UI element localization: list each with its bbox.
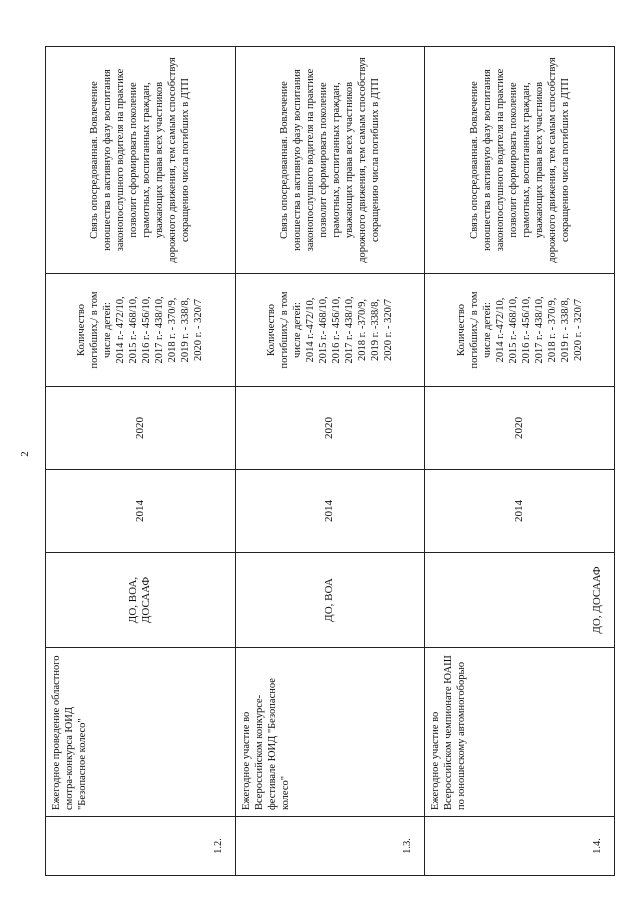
indicator-cell (425, 274, 615, 387)
measure-name: Ежегодное участие во Всероссийском чемпионате ЮАШ по юношескому автомногоборью (425, 648, 615, 817)
indicator-line: числе детей: (102, 302, 114, 358)
indicator-line: 2018 г. -370/9, (356, 298, 368, 362)
effect-description: Связь опосредованная. Вовлечение юношества в активную фазу воспитания законопослушного водителя на практике позволит сформировать поколение грамотных, воспитанных граждан, уважающих права всех участников дорожного движения, тем самым способствуя сокращению числа погибших в ДТП (425, 47, 615, 274)
indicator-line: Количество (265, 303, 277, 357)
indicator-line: 2016 г.- 456/10, (520, 296, 532, 364)
indicator-line: погибших,/ в том (278, 291, 290, 369)
organizations: ДО, ВОА, ДОСААФ (46, 553, 236, 648)
indicator-line: погибших,/ в том (89, 291, 101, 369)
measure-name: Ежегодное проведение областного смотра-конкурса ЮИД "Безопасное колесо" (46, 648, 236, 817)
rotated-table-wrapper (45, 46, 615, 876)
indicator-line: Количество (455, 303, 467, 357)
indicator-line: числе детей: (481, 302, 493, 358)
indicator-cell (46, 274, 236, 387)
indicator-line: 2015 г.- 468/10, (128, 296, 140, 364)
organizations: ДО, ВОА (235, 553, 425, 648)
indicator-line: 2020 г. - 320/7 (193, 298, 205, 362)
start-year: 2014 (235, 470, 425, 553)
measure-name: Ежегодное участие во Всероссийском конкурсе-фестивале ЮИД "Безопасное колесо" (235, 648, 425, 817)
indicator-line: 2017 г.- 438/10, (533, 296, 545, 364)
indicator-line: 2015 г.- 468/10, (317, 296, 329, 364)
indicator-line: 2020 г. - 320/7 (382, 298, 394, 362)
effect-description: Связь опосредованная. Вовлечение юношества в активную фазу воспитания законопослушного водителя на практике позволит сформировать поколение грамотных, воспитанных граждан, уважающих права всех участников дорожного движения, тем самым способствуя сокращению числа погибших в ДТП (46, 47, 236, 274)
table-row (425, 47, 615, 876)
end-year: 2020 (235, 387, 425, 470)
table-row (235, 47, 425, 876)
indicator-line: 2019 г. - 338/8, (180, 297, 192, 363)
indicator-line: 2016 г.- 456/10, (141, 296, 153, 364)
indicator-line: 2018 г. - 370/9, (167, 297, 179, 363)
page-number: 2 (18, 451, 31, 457)
indicator-line: 2019 г. -338/8, (369, 298, 381, 362)
indicator-line: 2016 г.- 456/10, (330, 296, 342, 364)
indicator-line: 2014 г.-472/10, (304, 297, 316, 363)
indicator-line: 2019 г. - 338/8, (559, 297, 571, 363)
measures-table (45, 46, 615, 876)
indicator-line: 2017 г.- 438/10, (343, 296, 355, 364)
indicator-line: 2018 г. - 370/9, (546, 297, 558, 363)
start-year: 2014 (46, 470, 236, 553)
row-number: 1.3. (235, 817, 425, 876)
indicator-cell (235, 274, 425, 387)
organizations: ДО, ДОСААФ (425, 553, 615, 648)
indicator-line: погибших,/ в том (468, 291, 480, 369)
indicator-line: числе детей: (291, 302, 303, 358)
indicator-line: 2015 г.- 468/10, (507, 296, 519, 364)
indicator-line: 2014 г.- 472/10, (115, 296, 127, 364)
start-year: 2014 (425, 470, 615, 553)
end-year: 2020 (46, 387, 236, 470)
indicator-line: 2014 г.-472/10, (494, 297, 506, 363)
effect-description: Связь опосредованная. Вовлечение юношества в активную фазу воспитания законопослушного водителя на практике позволит сформировать поколение грамотных, воспитанных граждан, уважающих права всех участников дорожного движения, тем самым способствуя сокращению числа погибших в ДТП (235, 47, 425, 274)
row-number: 1.4. (425, 817, 615, 876)
end-year: 2020 (425, 387, 615, 470)
indicator-line: 2017 г.- 438/10, (154, 296, 166, 364)
indicator-line: Количество (76, 303, 88, 357)
indicator-line: 2020 г. - 320/7 (572, 298, 584, 362)
table-row (46, 47, 236, 876)
row-number: 1.2. (46, 817, 236, 876)
